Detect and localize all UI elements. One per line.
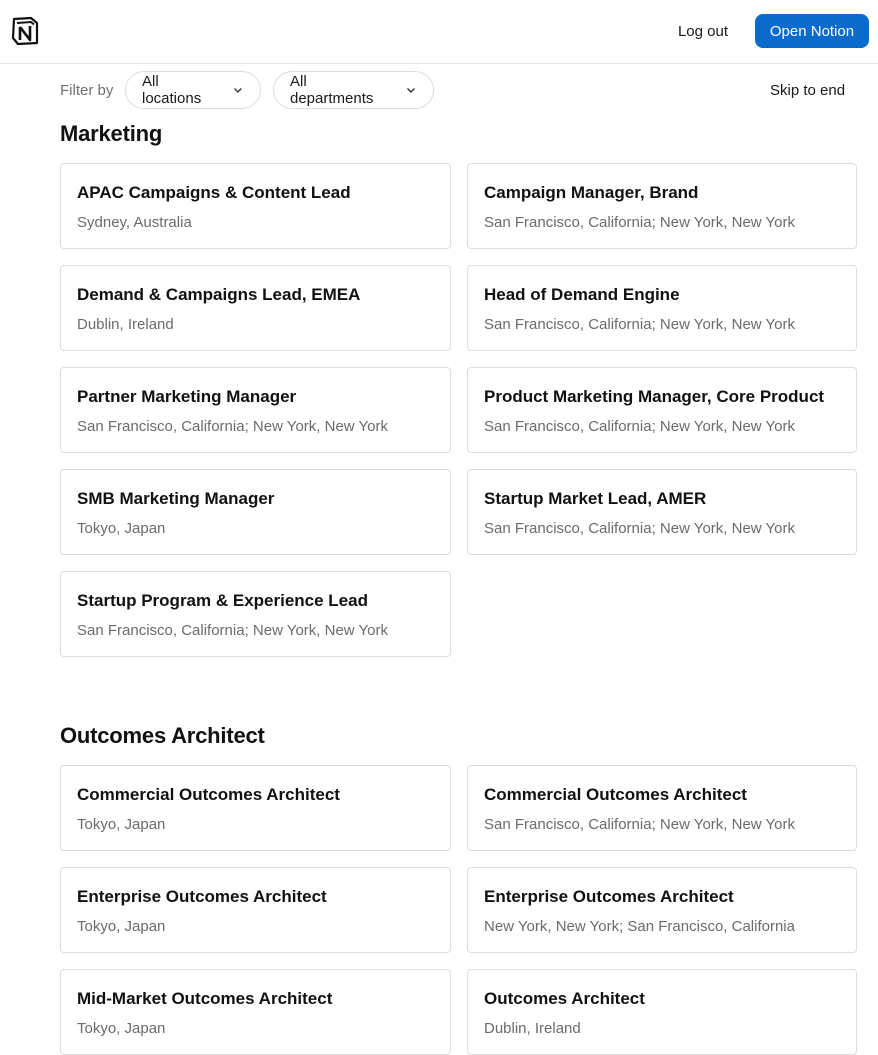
job-location: San Francisco, California; New York, New York bbox=[484, 316, 795, 333]
job-card[interactable] bbox=[60, 265, 451, 351]
job-location: Tokyo, Japan bbox=[77, 918, 166, 935]
job-card[interactable] bbox=[60, 571, 451, 657]
filter-label: Filter by bbox=[60, 82, 114, 99]
location-filter-value: All locations bbox=[142, 73, 202, 107]
job-location: San Francisco, California; New York, New York bbox=[77, 418, 388, 435]
job-title: Product Marketing Manager, Core Product bbox=[484, 387, 825, 406]
job-title: Head of Demand Engine bbox=[484, 285, 680, 304]
chevron-down-icon bbox=[232, 84, 244, 96]
section-title-outcomes-architect: Outcomes Architect bbox=[60, 723, 265, 748]
top-nav-bar bbox=[0, 0, 878, 64]
log-out-button[interactable]: Log out bbox=[677, 22, 729, 40]
job-card[interactable] bbox=[467, 265, 857, 351]
job-location: San Francisco, California; New York, New York bbox=[484, 214, 795, 231]
job-card[interactable] bbox=[60, 367, 451, 453]
skip-to-end-link[interactable]: Skip to end bbox=[770, 82, 846, 99]
job-location: San Francisco, California; New York, New York bbox=[484, 418, 795, 435]
job-location: San Francisco, California; New York, New York bbox=[484, 816, 795, 833]
job-card[interactable] bbox=[467, 163, 857, 249]
job-card[interactable] bbox=[467, 867, 857, 953]
job-card[interactable] bbox=[60, 765, 451, 851]
job-card[interactable] bbox=[60, 867, 451, 953]
job-card[interactable] bbox=[467, 765, 857, 851]
job-location: Dublin, Ireland bbox=[484, 1020, 581, 1037]
job-title: Partner Marketing Manager bbox=[77, 387, 297, 406]
job-title: APAC Campaigns & Content Lead bbox=[77, 183, 351, 202]
department-filter-dropdown[interactable] bbox=[273, 71, 434, 109]
job-title: Enterprise Outcomes Architect bbox=[77, 887, 327, 906]
location-filter-dropdown[interactable] bbox=[125, 71, 261, 109]
job-location: New York, New York; San Francisco, California bbox=[484, 918, 795, 935]
job-title: Outcomes Architect bbox=[484, 989, 645, 1008]
job-title: Enterprise Outcomes Architect bbox=[484, 887, 734, 906]
job-card[interactable] bbox=[60, 469, 451, 555]
job-title: Startup Program & Experience Lead bbox=[77, 591, 368, 610]
department-filter-value: All departments bbox=[290, 73, 374, 107]
job-title: Startup Market Lead, AMER bbox=[484, 489, 707, 508]
job-title: Commercial Outcomes Architect bbox=[484, 785, 747, 804]
notion-logo-icon[interactable] bbox=[10, 16, 40, 46]
job-title: Campaign Manager, Brand bbox=[484, 183, 699, 202]
section-title-marketing: Marketing bbox=[60, 121, 163, 146]
job-location: Tokyo, Japan bbox=[77, 520, 166, 537]
job-title: Mid-Market Outcomes Architect bbox=[77, 989, 333, 1008]
job-title: Commercial Outcomes Architect bbox=[77, 785, 340, 804]
job-title: SMB Marketing Manager bbox=[77, 489, 275, 508]
job-location: San Francisco, California; New York, New York bbox=[77, 622, 388, 639]
job-location: Tokyo, Japan bbox=[77, 1020, 166, 1037]
job-card[interactable] bbox=[467, 469, 857, 555]
job-card[interactable] bbox=[467, 367, 857, 453]
job-location: Tokyo, Japan bbox=[77, 816, 166, 833]
job-card[interactable] bbox=[60, 163, 451, 249]
job-title: Demand & Campaigns Lead, EMEA bbox=[77, 285, 361, 304]
job-card[interactable] bbox=[467, 969, 857, 1055]
chevron-down-icon bbox=[405, 84, 417, 96]
job-card[interactable] bbox=[60, 969, 451, 1055]
job-location: San Francisco, California; New York, New York bbox=[484, 520, 795, 537]
open-notion-button[interactable]: Open Notion bbox=[755, 14, 869, 48]
job-location: Dublin, Ireland bbox=[77, 316, 174, 333]
filter-bar bbox=[0, 64, 878, 118]
job-location: Sydney, Australia bbox=[77, 214, 192, 231]
